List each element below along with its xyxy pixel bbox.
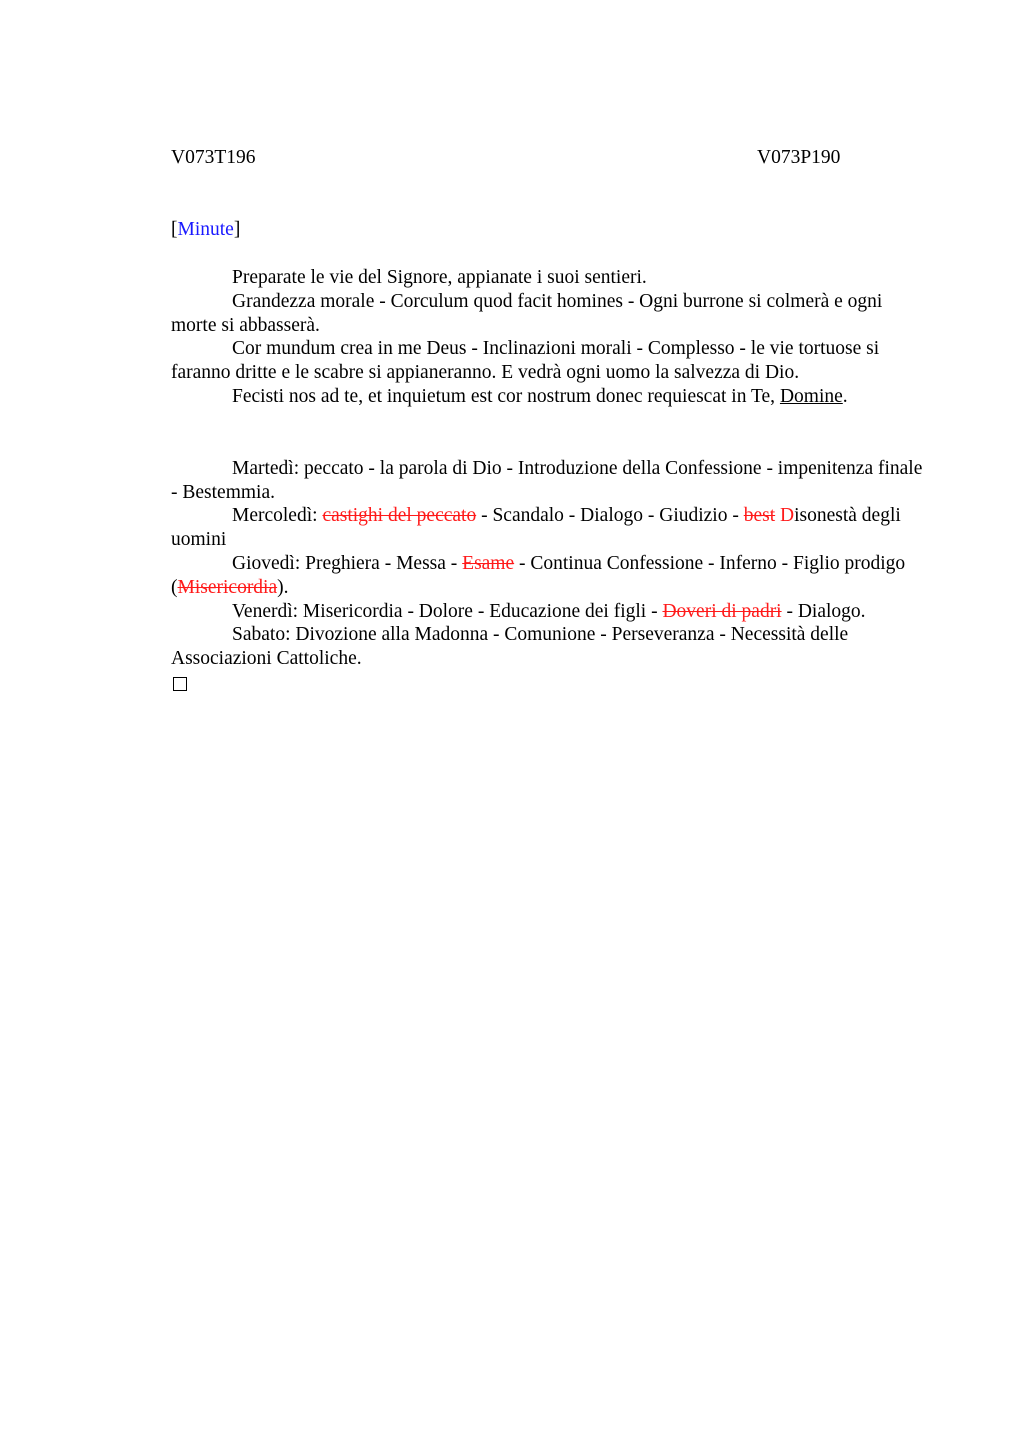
paragraph-mercoledi: [171, 504, 923, 552]
giovedi-topics: - Continua Confessione - Inferno - Figlio prodigo (: [171, 552, 906, 598]
underlined-word-domine: Domine: [779, 385, 843, 407]
deleted-text: Misericordia: [177, 576, 278, 598]
inserted-letter: D: [775, 505, 795, 527]
giovedi-day: Giovedì: Preghiera - Messa -: [232, 552, 463, 574]
paragraph-sabato: Sabato: Divozione alla Madonna - Comunione - Perseveranza - Necessità delle Associazioni Cattoliche.: [171, 624, 849, 670]
document-page: [171, 146, 923, 697]
open-bracket: [: [171, 219, 178, 240]
giovedi-end: ).: [277, 576, 289, 598]
deleted-text: Doveri di padri: [662, 600, 782, 622]
mercoledi-day: Mercoledì:: [232, 505, 323, 527]
section-label-text: Minute: [177, 219, 234, 240]
venerdi-day: Venerdì: Misericordia - Dolore - Educazione dei figli -: [232, 600, 663, 622]
deleted-text: Esame: [462, 552, 515, 574]
section-label: [171, 218, 923, 242]
document-header: [171, 146, 923, 170]
paragraph-preparate: Preparate le vie del Signore, appianate i suoi sentieri.: [232, 267, 647, 288]
paragraph-giovedi: [171, 552, 923, 600]
mercoledi-topics: - Scandalo - Dialogo - Giudizio -: [476, 505, 744, 527]
end-of-text-box: [173, 677, 187, 691]
close-bracket: ]: [233, 219, 241, 240]
venerdi-end: - Dialogo.: [781, 600, 866, 622]
mercoledi-end: isonestà degli uomini: [171, 505, 901, 551]
deleted-text: best: [743, 505, 776, 527]
paragraph-cor-mundum: Cor mundum crea in me Deus - Inclinazioni morali - Complesso - le vie tortuose si faranno dritte e le scabre si appianeranno. E vedrà ogni uomo la salvezza di Dio.: [171, 338, 880, 384]
fecisti-period: .: [842, 385, 848, 407]
meditation-block: [171, 266, 923, 409]
weekly-schedule-block: [171, 457, 923, 671]
paragraph-venerdi: [171, 600, 923, 624]
paragraph-fecisti: [171, 385, 923, 409]
deleted-text: castighi del peccato: [322, 505, 477, 527]
volume-code-left: V073T196: [171, 147, 256, 168]
paragraph-martedi: Martedì: peccato - la parola di Dio - Introduzione della Confessione - impenitenza finale - Bestemmia.: [171, 457, 923, 503]
volume-code-right: V073P190: [757, 147, 841, 168]
paragraph-grandezza: Grandezza morale - Corculum quod facit homines - Ogni burrone si colmerà e ogni morte si abbasserà.: [171, 290, 883, 336]
fecisti-text: Fecisti nos ad te, et inquietum est cor nostrum donec requiescat in Te,: [232, 385, 780, 407]
